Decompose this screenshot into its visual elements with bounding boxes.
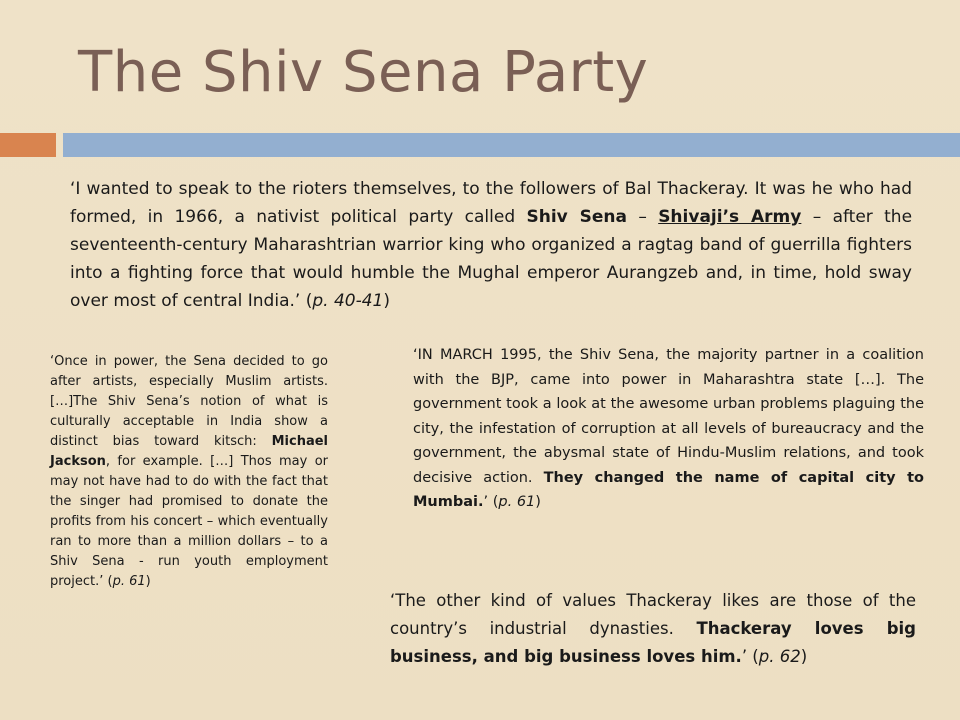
quote-main-text-4: ) [383,291,390,311]
quote-main [70,175,912,315]
quote-main-bold-1: Shiv Sena [526,207,627,227]
quote-main-text-3: – after the seventeenth-century Maharashtrian warrior king who organized a ragtag band of guerrilla fighters into a fighting force that would humble the Mughal emperor Aurangzeb and, in time, hold sway over most of central India.’ ( [70,207,913,311]
quote-bottom-text-1: ‘The other kind of values Thackeray likes are those of the country’s industrial dynasties. [390,591,916,638]
quote-main-text-2: – [626,207,659,227]
quote-right [413,343,924,515]
quote-right-text-3: ) [535,494,541,510]
quote-bottom-bold-1: Thackeray loves big business, and big business loves him. [390,619,916,666]
quote-bottom [390,587,916,671]
quote-right-citation: p. 61 [498,494,536,510]
quote-left-text-3: ) [145,574,151,589]
quote-right-text-1: ‘IN MARCH 1995, the Shiv Sena, the majority partner in a coalition with the BJP, came into power in Maharashtra state […]. The government took a look at the awesome urban problems plaguing the city, the infestation of corruption at all levels of bureaucracy and the government, the abysmal state of Hindu-Muslim relations, and took decisive action. [413,347,924,486]
quote-main-bold-underline-1: Shivaji’s Army [658,207,802,227]
slide-title: The Shiv Sena Party [78,40,649,105]
quote-bottom-text-2: ’ ( [741,647,759,666]
quote-left-bold-1: Michael Jackson [50,434,328,469]
quote-main-text-1: ‘I wanted to speak to the rioters themselves, to the followers of Bal Thackeray. It was he who had formed, in 1966, a nativist political party called [70,179,912,227]
quote-left [50,352,328,592]
quote-right-bold-1: They changed the name of capital city to Mumbai. [413,469,924,510]
quote-left-text-1: ‘Once in power, the Sena decided to go after artists, especially Muslim artists. […]The Shiv Sena’s notion of what is culturally acceptable in India show a distinct bias toward kitsch: [50,354,328,449]
quote-bottom-citation: p. 62 [758,647,801,666]
quote-right-text-2: ’ ( [483,494,499,510]
quote-left-citation: p. 61 [112,574,146,589]
accent-bar-orange [0,133,56,157]
accent-bar-blue [63,133,960,157]
quote-bottom-text-3: ) [800,647,808,666]
quote-main-citation: p. 40-41 [312,291,384,311]
quote-left-text-2: , for example. […] Thos may or may not have had to do with the fact that the singer had promised to donate the profits from his concert – which eventually ran to more than a million dollars – to a Shiv Sena - run youth employment project.’ ( [50,454,328,589]
